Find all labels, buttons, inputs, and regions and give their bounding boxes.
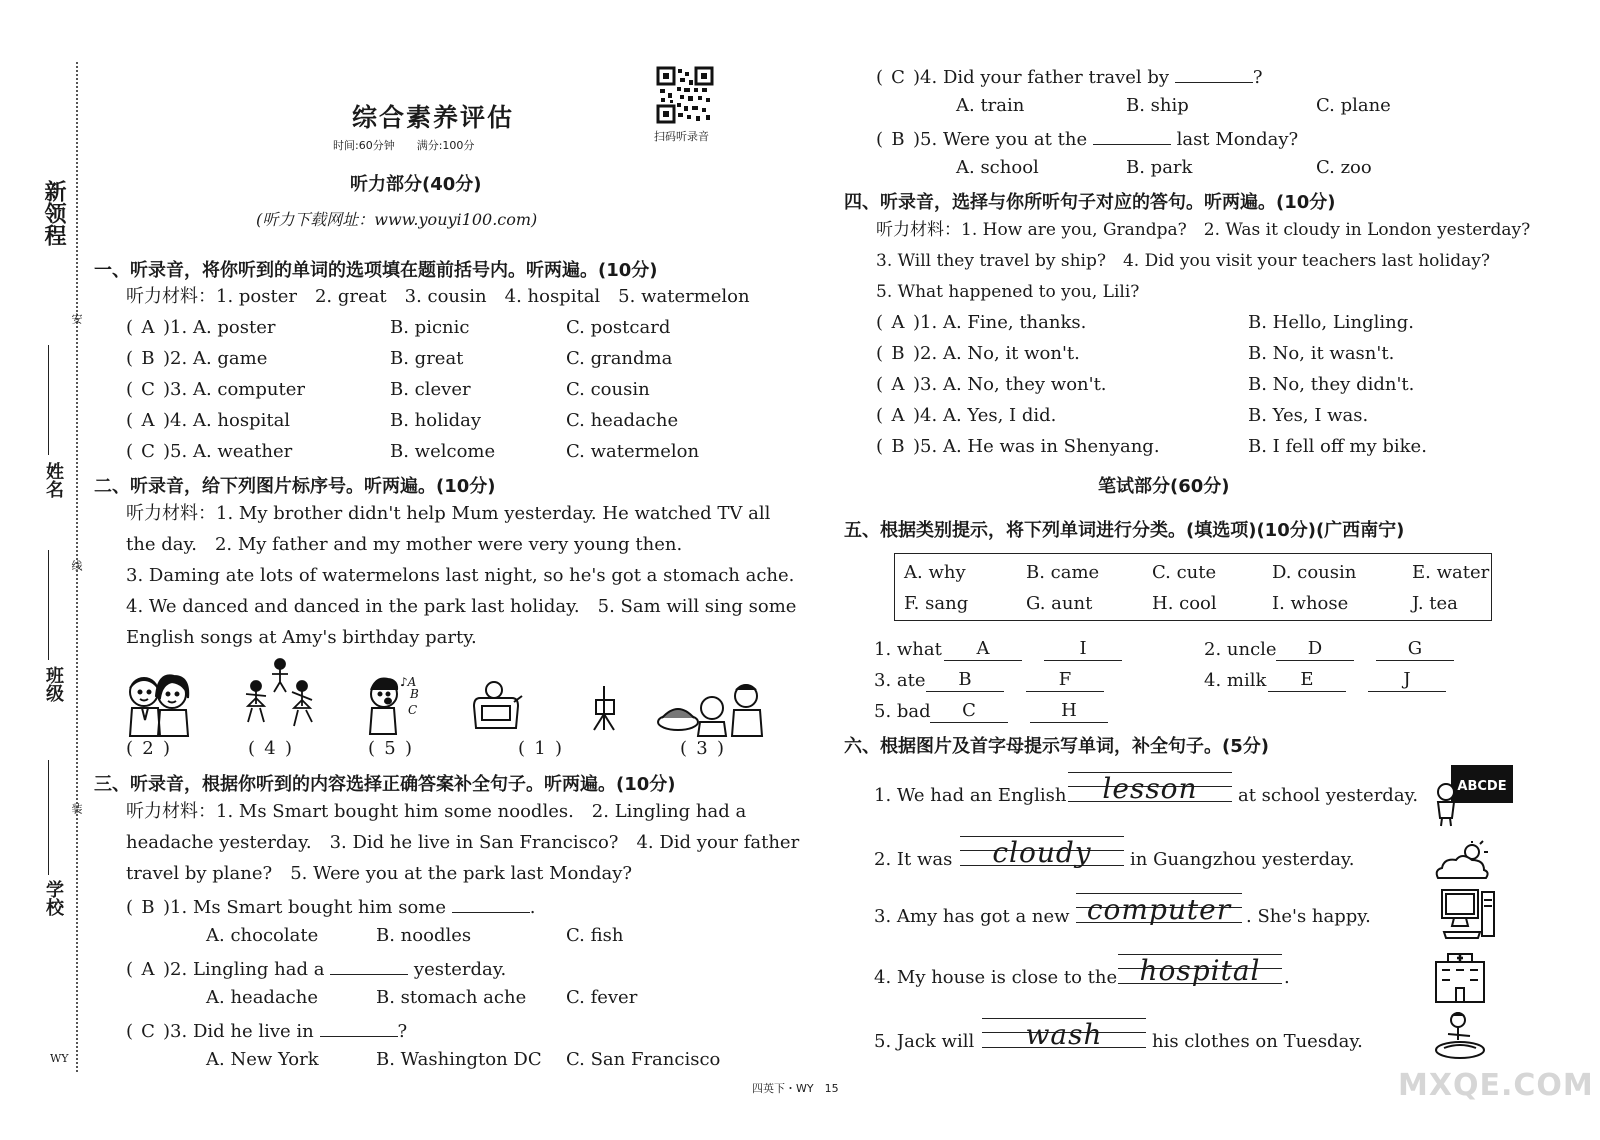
s3-option-b: B. noodles: [376, 925, 472, 946]
s2-line: 听力材料：1. My brother didn't help Mum yesterday. He watched TV all: [126, 503, 771, 524]
s5-group-label: 4. milk: [1204, 670, 1267, 691]
s6-handwritten-answer[interactable]: computer: [1086, 893, 1232, 926]
s4-answer[interactable]: A: [891, 405, 905, 426]
s5-word: F. sang: [904, 593, 969, 614]
watermark: MXQE.COM: [1398, 1068, 1594, 1103]
s4-item-1: ( A )1. A. Fine, thanks.: [876, 312, 1087, 333]
s4-answer[interactable]: A: [891, 374, 905, 395]
s1-option-b: B. great: [390, 348, 464, 369]
s5-word: E. water: [1412, 562, 1490, 583]
s1-option-b: B. clever: [390, 379, 471, 400]
s3-blank[interactable]: [1093, 126, 1171, 145]
s3-option-c: C. San Francisco: [566, 1049, 721, 1070]
hospital-picture: [1432, 948, 1488, 1004]
s6-sentence-start: 2. It was: [874, 849, 953, 870]
s5-word: A. why: [904, 562, 966, 583]
s1-option-c: C. postcard: [566, 317, 671, 338]
s5-answer-blank[interactable]: H: [1030, 700, 1108, 723]
s6-handwritten-answer[interactable]: lesson: [1102, 772, 1198, 805]
s4-option-b: B. I fell off my bike.: [1248, 436, 1427, 457]
picture-number-5: ( 3 ): [680, 738, 725, 759]
s3-line: travel by plane? 5. Were you at the park last Monday?: [126, 863, 633, 884]
s3-option-a: A. chocolate: [206, 925, 319, 946]
name-line: [48, 345, 49, 455]
class-label: 班级: [43, 666, 64, 702]
s5-group-label: 2. uncle: [1204, 639, 1277, 660]
s6-sentence-start: 1. We had an English: [874, 785, 1067, 806]
s4-answer[interactable]: B: [891, 343, 905, 364]
s5-word: D. cousin: [1272, 562, 1357, 583]
s6-heading: 六、根据图片及首字母提示写单词，补全句子。(5分): [844, 736, 1269, 757]
school-label: 学校: [43, 880, 64, 916]
s5-word: B. came: [1026, 562, 1100, 583]
dancing-girls-picture: [236, 656, 322, 734]
s5-answer-blank[interactable]: B: [926, 669, 1004, 692]
s1-answer[interactable]: C: [141, 441, 155, 462]
s5-word: H. cool: [1152, 593, 1217, 614]
s6-handwritten-answer[interactable]: wash: [1025, 1018, 1103, 1051]
s4-heading: 四、听录音，选择与你所听句子对应的答句。听两遍。(10分): [844, 192, 1336, 213]
s6-sentence-end: at school yesterday.: [1238, 785, 1419, 806]
s5-word: J. tea: [1412, 593, 1458, 614]
time-score: 时间:60分钟 满分:100分: [333, 139, 475, 152]
s4-option-b: B. No, it wasn't.: [1248, 343, 1395, 364]
s3-answer[interactable]: B: [891, 129, 905, 150]
s5-answer-blank[interactable]: I: [1044, 638, 1122, 661]
s3-answer[interactable]: A: [141, 959, 155, 980]
s5-word: C. cute: [1152, 562, 1217, 583]
s3-option-a: A. New York: [206, 1049, 319, 1070]
s1-option-b: B. welcome: [390, 441, 496, 462]
washing-clothes-picture: [1430, 1010, 1490, 1062]
s1-heading: 一、听录音，将你听到的单词的选项填在题前括号内。听两遍。(10分): [94, 260, 658, 281]
s1-option-b: B. picnic: [390, 317, 470, 338]
s4-option-b: B. Hello, Lingling.: [1248, 312, 1414, 333]
written-header: 笔试部分(60分): [1098, 476, 1230, 497]
picture-number-1: ( 2 ): [126, 738, 171, 759]
svg-text:♪A: ♪A: [400, 675, 417, 689]
s3-heading: 三、听录音，根据你听到的内容选择正确答案补全句子。听两遍。(10分): [94, 774, 676, 795]
s3-blank[interactable]: [1175, 64, 1253, 83]
brand-label: 新领程: [41, 180, 66, 246]
s5-group-label: 1. what: [874, 639, 942, 660]
s6-handwritten-answer[interactable]: hospital: [1139, 954, 1261, 987]
qr-code-icon[interactable]: [656, 66, 714, 124]
s5-word: G. aunt: [1026, 593, 1093, 614]
class-line: [48, 550, 49, 660]
s4-item-3: ( A )3. A. No, they won't.: [876, 374, 1107, 395]
s6-sentence-start: 3. Amy has got a new: [874, 906, 1070, 927]
s4-item-2: ( B )2. A. No, it won't.: [876, 343, 1080, 364]
s3-item-5: ( B )5. Were you at the last Monday?: [876, 126, 1298, 151]
s3-option-c: C. fever: [566, 987, 638, 1008]
s3-option-c: C. fish: [566, 925, 624, 946]
s5-group-label: 3. ate: [874, 670, 926, 691]
s2-line: 3. Daming ate lots of watermelons last night, so he's got a stomach ache.: [126, 565, 795, 586]
s1-answer[interactable]: A: [141, 410, 155, 431]
picture-number-3: ( 5 ): [368, 738, 413, 759]
singing-boy-picture: [362, 670, 426, 738]
qr-caption: 扫码听录音: [654, 130, 709, 143]
s4-line: 5. What happened to you, Lili?: [876, 282, 1140, 302]
eating-watermelon-picture: [654, 678, 766, 738]
binding-mark-an: 安: [70, 313, 83, 324]
s4-option-b: B. No, they didn't.: [1248, 374, 1415, 395]
s3-blank[interactable]: [452, 894, 530, 913]
s3-answer[interactable]: C: [141, 1021, 155, 1042]
s6-sentence-start: 4. My house is close to the: [874, 967, 1118, 988]
young-couple-picture: [122, 668, 194, 738]
s5-answer-blank[interactable]: J: [1368, 669, 1446, 692]
binding-mark-xian: 线: [70, 560, 83, 571]
armchair-tv-picture: [470, 676, 524, 734]
s5-answer-blank[interactable]: E: [1268, 669, 1346, 692]
page-title: 综合素养评估: [352, 103, 515, 132]
s5-heading: 五、根据类别提示，将下列单词进行分类。(填选项)(10分)(广西南宁): [844, 520, 1405, 541]
s6-sentence-end: .: [1284, 967, 1290, 988]
s4-item-5: ( B )5. A. He was in Shenyang.: [876, 436, 1160, 457]
s1-material: 听力材料：1. poster 2. great 3. cousin 4. hospital 5. watermelon: [126, 286, 750, 307]
s4-answer[interactable]: B: [891, 436, 905, 457]
s3-item-2: ( A )2. Lingling had a yesterday.: [126, 956, 506, 981]
s1-answer[interactable]: A: [141, 317, 155, 338]
s1-answer[interactable]: B: [141, 348, 155, 369]
svg-text:B: B: [410, 687, 419, 701]
listening-header: 听力部分(40分): [350, 174, 482, 195]
school-line: [48, 760, 49, 875]
blackboard-text: ABCDE: [1457, 779, 1507, 794]
s5-answer-blank[interactable]: F: [1026, 669, 1104, 692]
s5-answer-blank[interactable]: D: [1276, 638, 1354, 661]
s6-sentence-end: his clothes on Tuesday.: [1152, 1031, 1363, 1052]
s6-sentence-end: . She's happy.: [1246, 906, 1371, 927]
name-label: 姓名: [43, 462, 64, 498]
s5-group-label: 5. bad: [874, 701, 931, 722]
easel-picture: [590, 684, 620, 732]
s3-item-3: ( C )3. Did he live in ?: [126, 1018, 407, 1043]
s6-handwritten-answer[interactable]: cloudy: [992, 836, 1092, 869]
s3-blank[interactable]: [320, 1018, 398, 1037]
s5-answer-blank[interactable]: G: [1376, 638, 1454, 661]
s1-option-c: C. watermelon: [566, 441, 700, 462]
s3-option-b: B. stomach ache: [376, 987, 527, 1008]
computer-picture: [1440, 888, 1496, 940]
s1-answer[interactable]: C: [141, 379, 155, 400]
binding-mark-zhuang: 装: [70, 803, 83, 814]
s4-line: 3. Will they travel by ship? 4. Did you visit your teachers last holiday?: [876, 251, 1491, 271]
download-note: (听力下载网址：www.youyi100.com): [256, 210, 538, 229]
s3-option-c: C. plane: [1316, 95, 1391, 116]
s3-option-b: B. park: [1126, 157, 1193, 178]
svg-text:C: C: [408, 703, 418, 717]
s3-option-a: A. train: [956, 95, 1025, 116]
s3-option-a: A. headache: [206, 987, 318, 1008]
s4-answer[interactable]: A: [891, 312, 905, 333]
s3-option-b: B. Washington DC: [376, 1049, 542, 1070]
s3-answer[interactable]: C: [891, 67, 905, 88]
blackboard-lesson-picture: [1432, 762, 1514, 828]
s4-option-b: B. Yes, I was.: [1248, 405, 1369, 426]
s2-line: the day. 2. My father and my mother were very young then.: [126, 534, 683, 555]
page-footer: 四英下・WY 15: [752, 1082, 839, 1095]
wy-mark: WY: [50, 1052, 69, 1065]
s5-word: I. whose: [1272, 593, 1349, 614]
s3-option-b: B. ship: [1126, 95, 1189, 116]
s6-sentence-end: in Guangzhou yesterday.: [1130, 849, 1355, 870]
s4-line: 听力材料：1. How are you, Grandpa? 2. Was it cloudy in London yesterday?: [876, 220, 1531, 240]
s3-option-a: A. school: [956, 157, 1039, 178]
s1-option-c: C. grandma: [566, 348, 673, 369]
s3-item-1: ( B )1. Ms Smart bought him some .: [126, 894, 535, 919]
s3-line: headache yesterday. 3. Did he live in San Francisco? 4. Did your father: [126, 832, 800, 853]
s3-line: 听力材料：1. Ms Smart bought him some noodles. 2. Lingling had a: [126, 801, 747, 822]
s3-answer[interactable]: B: [141, 897, 155, 918]
s1-option-c: C. cousin: [566, 379, 650, 400]
s1-option-c: C. headache: [566, 410, 679, 431]
s2-heading: 二、听录音，给下列图片标序号。听两遍。(10分): [94, 476, 496, 497]
s3-item-4: ( C )4. Did your father travel by ?: [876, 64, 1262, 89]
s4-item-4: ( A )4. A. Yes, I did.: [876, 405, 1057, 426]
picture-number-2: ( 4 ): [248, 738, 293, 759]
cloudy-weather-picture: [1432, 840, 1492, 882]
s2-line: English songs at Amy's birthday party.: [126, 627, 477, 648]
s5-answer-blank[interactable]: A: [944, 638, 1022, 661]
picture-number-4: ( 1 ): [518, 738, 563, 759]
s3-option-c: C. zoo: [1316, 157, 1372, 178]
s2-line: 4. We danced and danced in the park last holiday. 5. Sam will sing some: [126, 596, 797, 617]
s1-option-b: B. holiday: [390, 410, 482, 431]
s3-blank[interactable]: [330, 956, 408, 975]
s5-answer-blank[interactable]: C: [930, 700, 1008, 723]
s6-sentence-start: 5. Jack will: [874, 1031, 975, 1052]
